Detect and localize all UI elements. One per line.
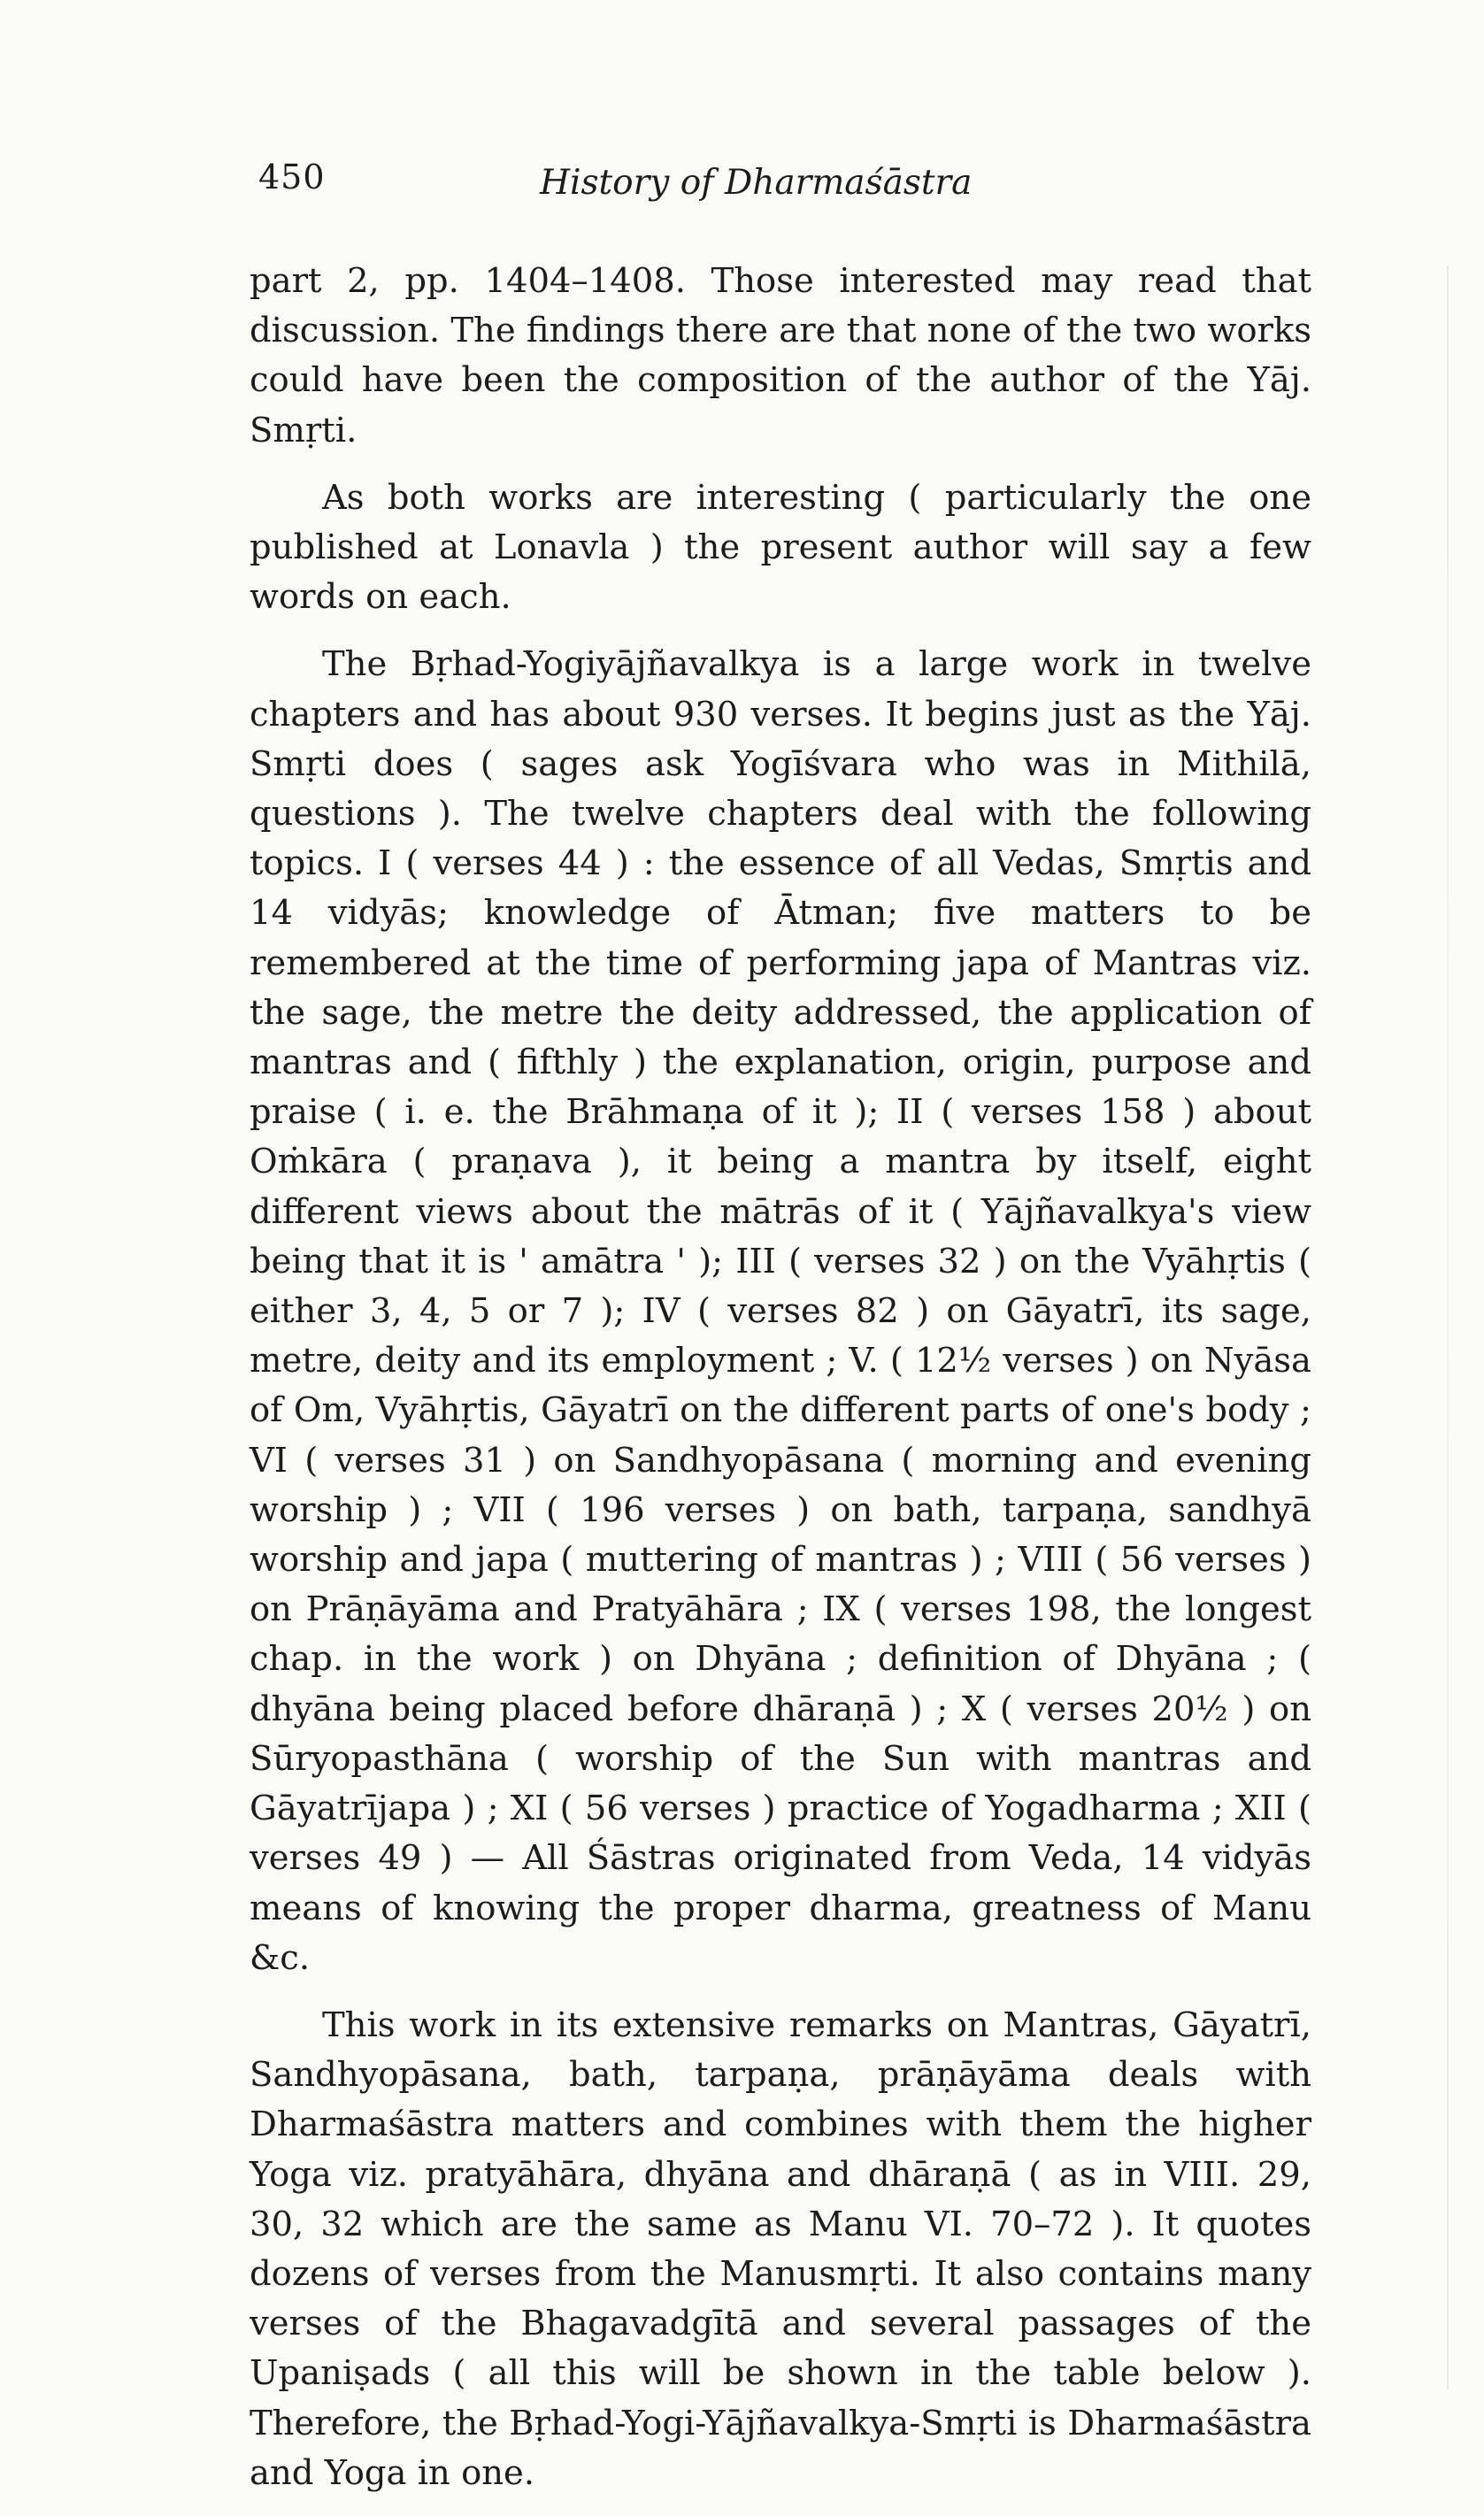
- paragraph-chapters: The Bṛhad-Yogiyājñavalkya is a large work in twelve chapters and has about 930 verses. It begins just as the Yāj. Smṛti does ( sages ask Yogīśvara who was in Mithilā, questions ). The twelve chapters deal with the following topics. I ( verses 44 ) : the essence of all Vedas, Smṛtis and 14 vidyās; knowledge of Ātman; five matters to be remembered at the time of performing japa of Mantras viz. the sage, the metre the deity addressed, the application of mantras and ( fifthly ) the explanation, origin, purpose and praise ( i. e. the Brāhmaṇa of it ); II ( verses 158 ) about Oṁkāra ( praṇava ), it being a mantra by itself, eight different views about the mātrās of it ( Yājñavalkya's view being that it is ' amātra ' ); III ( verses 32 ) on the Vyāhṛtis ( either 3, 4, 5 or 7 ); IV ( verses 82 ) on Gāyatrī, its sage, metre, deity and its employment ; V. ( 12½ verses ) on Nyāsa of Om, Vyāhṛtis, Gāyatrī on the different parts of one's body ; VI ( verses 31 ) on Sandhyopāsana ( morning and evening worship ) ; VII ( 196 verses ) on bath, tarpaṇa, sandhyā worship and japa ( muttering of mantras ) ; VIII ( 56 verses ) on Prāṇāyāma and Pratyāhāra ; IX ( verses 198, the longest chap. in the work ) on Dhyāna ; definition of Dhyāna ; ( dhyāna being placed before dhāraṇā ) ; X ( verses 20½ ) on Sūryopasthāna ( worship of the Sun with mantras and Gāyatrījapa ) ; XI ( 56 verses ) practice of Yogadharma ; XII ( verses 49 ) — All Śāstras originated from Veda, 14 vidyās means of knowing the proper dharma, greatness of Manu &c.: [250, 644, 1311, 1978]
- paragraph-continuation: part 2, pp. 1404–1408. Those interested may read that discussion. The findings there are that none of the two works could have been the composition of the author of the Yāj. Smṛti.: [250, 261, 1311, 450]
- body-text: [250, 257, 1311, 2516]
- scan-edge-shadow: [1447, 265, 1449, 2389]
- page-header: [258, 158, 1311, 211]
- paragraph-intro: As both works are interesting ( particularly the one published at Lonavla ) the present author will say a few words on each.: [250, 477, 1311, 618]
- running-title: History of Dharmaśāstra: [540, 163, 973, 203]
- page-number: 450: [258, 158, 326, 196]
- paragraph-summary: This work in its extensive remarks on Mantras, Gāyatrī, Sandhyopāsana, bath, tarpaṇa, prāṇāyāma deals with Dharmaśāstra matters and combines with them the higher Yoga viz. pratyāhāra, dhyāna and dhāraṇā ( as in VIII. 29, 30, 32 which are the same as Manu VI. 70–72 ). It quotes dozens of verses from the Manusmṛti. It also contains many verses of the Bhagavadgītā and several passages of the Upaniṣads ( all this will be shown in the table below ). Therefore, the Bṛhad-Yogi-Yājñavalkya-Smṛti is Dharmaśāstra and Yoga in one.: [250, 2004, 1311, 2493]
